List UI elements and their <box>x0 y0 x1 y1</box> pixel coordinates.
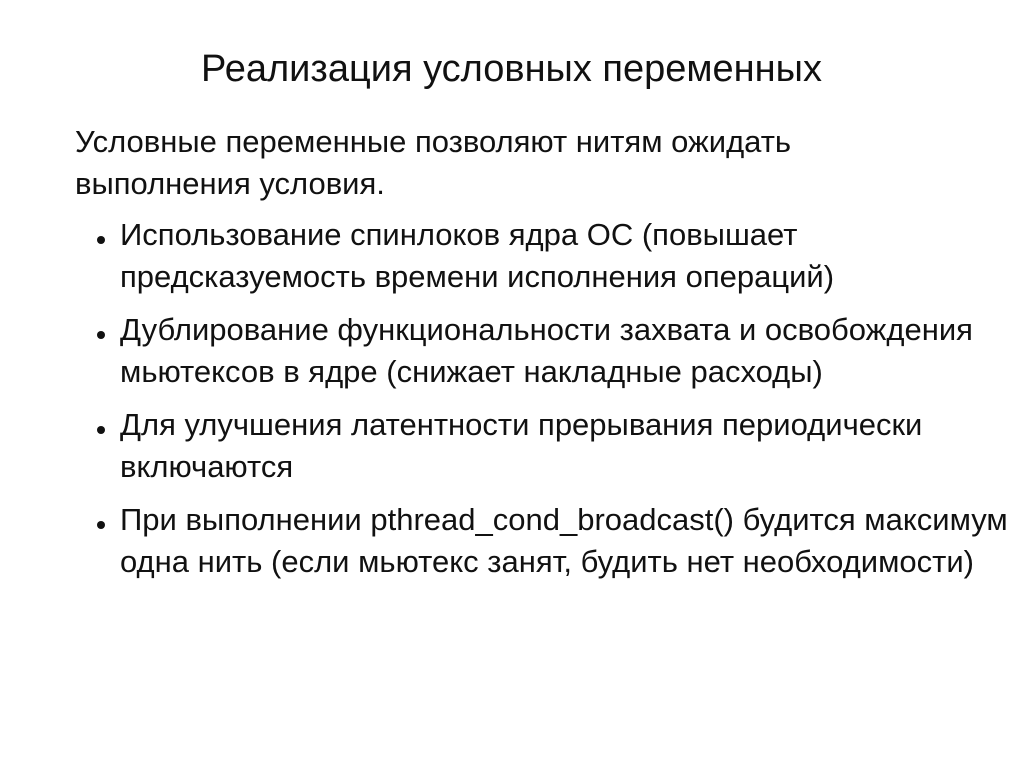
bullet-text: Использование спинлоков ядра ОС (повышает предсказуемость времени исполнения операций) <box>120 217 835 294</box>
bullet-item <box>93 499 1008 583</box>
intro-paragraph: Условные переменные позволяют нитям ожидать выполнения условия. <box>75 124 792 201</box>
bullet-text: Дублирование функциональности захвата и освобождения мьютексов в ядре (снижает накладные расходы) <box>120 312 973 389</box>
bullet-text: При выполнении pthread_cond_broadcast() будится максимум одна нить (если мьютекс занят, будить нет необходимости) <box>120 502 1008 579</box>
bullet-dot-icon <box>97 521 105 529</box>
bullet-item <box>93 404 1008 488</box>
bullet-text: Для улучшения латентности прерывания периодически включаются <box>120 407 923 484</box>
bullet-item <box>93 309 1008 393</box>
slide-title: Реализация условных переменных <box>201 48 822 90</box>
bullet-dot-icon <box>97 331 105 339</box>
bullet-item <box>93 214 1008 298</box>
bullet-list <box>93 214 1008 594</box>
bullet-dot-icon <box>97 426 105 434</box>
bullet-dot-icon <box>97 236 105 244</box>
